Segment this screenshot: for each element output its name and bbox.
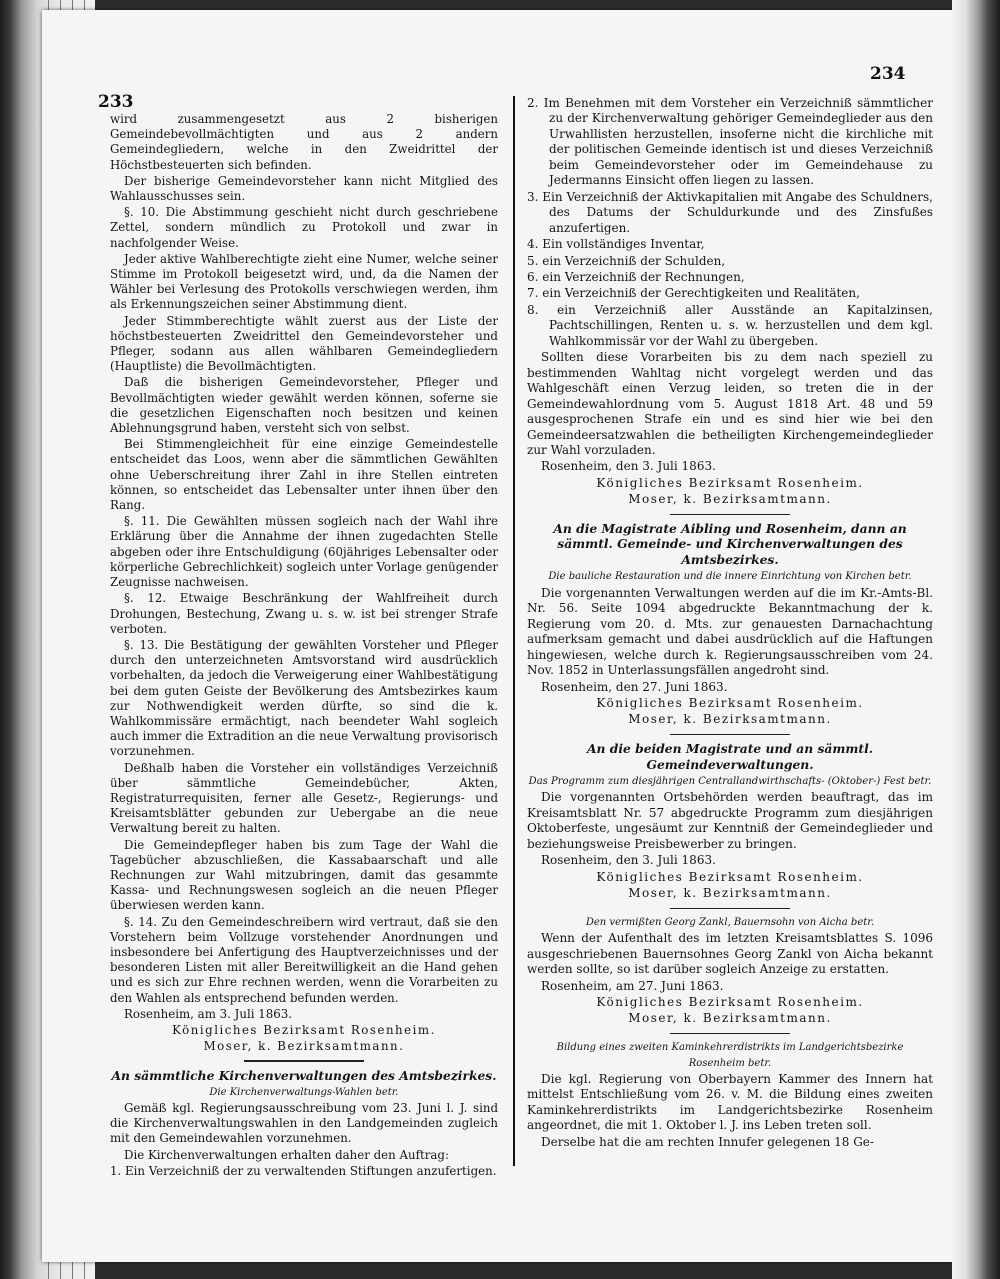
paragraph: wird zusammengesetzt aus 2 bisherigen Gemeindebevollmächtigten und aus 2 andern Gemeindegliedern, welche in den Zweidrittel der Höchstbesteuerten sich befinden. — [110, 112, 498, 172]
list-item: 5. ein Verzeichniß der Schulden, — [527, 253, 726, 268]
section-heading: An die beiden Magistrate und an sämmtl. Gemeindeverwaltungen. — [586, 741, 874, 772]
page-number-left: 233 — [98, 92, 134, 112]
signature-line: Moser, k. Bezirksamtmann. — [628, 492, 832, 507]
section-subject: Das Programm zum diesjährigen Centrallandwirthschafts- (Oktober-) Fest betr. — [528, 775, 932, 787]
left-column — [110, 112, 498, 1180]
list-item: 3. Ein Verzeichniß der Aktivkapitalien mit Angabe des Schuldners, des Datums der Schuldurkunde und des Zinsfußes anzufertigen. — [527, 189, 933, 235]
signature-line: Königliches Bezirksamt Rosenheim. — [172, 1022, 436, 1037]
paragraph: Wenn der Aufenthalt des im letzten Kreisamtsblattes S. 1096 ausgeschriebenen Bauernsohnes Georg Zankl von Aicha bekannt werden sollte, so ist darüber sogleich Anzeige zu erstatten. — [527, 931, 933, 977]
paragraph: Bei Stimmengleichheit für eine einzige Gemeindestelle entscheidet das Loos, wenn aber die sämmtlichen Gewählten ohne Ueberschreitung ihrer Zahl in ihre Stellen eintreten können, so entscheidet das Lebensalter unter ihnen über den Rang. — [110, 437, 498, 513]
signature-line: Königliches Bezirksamt Rosenheim. — [596, 995, 864, 1010]
section-subject: Den vermißten Georg Zankl, Bauernsohn von Aicha betr. — [585, 916, 875, 928]
list-item: 4. Ein vollständiges Inventar, — [527, 237, 705, 252]
paragraph: Der bisherige Gemeindevorsteher kann nicht Mitglied des Wahlausschusses sein. — [110, 173, 498, 204]
paragraph: Daß die bisherigen Gemeindevorsteher, Pfleger und Bevollmächtigten wieder gewählt werden können, soferne sie die gesetzlichen Eigenschaften noch besitzen und keinen Ablehnungsgrund haben, versteht sich von selbst. — [110, 375, 498, 436]
paragraph: Rosenheim, am 3. Juli 1863. — [124, 1006, 293, 1021]
section-subject: Bildung eines zweiten Kaminkehrerdistrikts im Landgerichtsbezirke Rosenheim betr. — [556, 1042, 904, 1069]
paragraph: Die vorgenannten Ortsbehörden werden beauftragt, das im Kreisamtsblatt Nr. 57 abgedruckte Programm zum diesjährigen Oktoberfeste, ungesäumt zur Kenntniß der Gemeindeglieder und beziehungsweise Preisbewerber zu bringen. — [527, 790, 933, 851]
section-subject: Die Kirchenverwaltungs-Wahlen betr. — [209, 1086, 399, 1098]
paragraph: §. 10. Die Abstimmung geschieht nicht durch geschriebene Zettel, sondern mündlich zu Protokoll und zwar in nachfolgender Weise. — [110, 205, 498, 250]
paragraph: §. 11. Die Gewählten müssen sogleich nach der Wahl ihre Erklärung über die Annahme der ihnen zugedachten Stelle abgeben oder ihre Entschuldigung (60jähriges Lebensalter oder körperliche Gebrechlichkeit) sogleich unter Vorlage genügender Zeugnisse nachweisen. — [110, 514, 498, 590]
paragraph: Jeder Stimmberechtigte wählt zuerst aus der Liste der höchstbesteuerten Zweidrittel den Gemeindevorsteher und Pfleger, sodann aus allen wählbaren Gemeindegliedern (Hauptliste) die Bevollmächtigten. — [110, 313, 498, 374]
section-subject: Die bauliche Restauration und die innere Einrichtung von Kirchen betr. — [548, 571, 912, 583]
signature-line: Königliches Bezirksamt Rosenheim. — [596, 695, 864, 710]
signature-line: Königliches Bezirksamt Rosenheim. — [596, 869, 864, 884]
paragraph: Sollten diese Vorarbeiten bis zu dem nach speziell zu bestimmenden Wahltag nicht vorgelegt werden und das Wahlgeschäft einen Verzug leiden, so treten die in der Gemeindewahlordnung vom 5. August 1818 Art. 48 und 59 ausgesprochenen Strafe ein und es sind hier wie bei den Gemeindeersatzwahlen die betheiligten Kirchengemeindeglieder zur Wahl vorzuladen. — [527, 350, 933, 457]
paragraph: Die Gemeindepfleger haben bis zum Tage der Wahl die Tagebücher abzuschließen, die Kassabaarschaft und alle Rechnungen zur Wahl mitzubringen, damit das gesammte Kassa- und Rechnungswesen sogleich an die neuen Pfleger überwiesen werden kann. — [110, 837, 498, 913]
signature-line: Moser, k. Bezirksamtmann. — [628, 1011, 832, 1026]
section-divider-rule — [670, 734, 790, 735]
paragraph: Jeder aktive Wahlberechtigte zieht eine Numer, welche seiner Stimme im Protokoll beigesetzt wird, und, da die Namen der Wähler bei Verlesung des Protokolls verschwiegen werden, ihm als Erkennungszeichen seiner Abstimmung dient. — [110, 251, 498, 312]
paragraph: Derselbe hat die am rechten Innufer gelegenen 18 Ge- — [541, 1134, 874, 1149]
signature-line: Moser, k. Bezirksamtmann. — [628, 712, 832, 727]
section-heading: An sämmtliche Kirchenverwaltungen des Amtsbezirkes. — [111, 1067, 497, 1083]
right-page-edge — [952, 0, 1000, 1279]
list-item: 6. ein Verzeichniß der Rechnungen, — [527, 269, 745, 284]
section-divider-rule — [670, 514, 790, 515]
paragraph: Rosenheim, den 3. Juli 1863. — [541, 853, 716, 868]
paragraph: §. 14. Zu den Gemeindeschreibern wird vertraut, daß sie den Vorstehern beim Vollzuge vorstehender Anordnungen und insbesondere bei Anfertigung des Hauptverzeichnisses und der besonderen Listen mit aller Bereitwilligkeit an die Hand gehen und es sich zur Ehre rechnen werden, wenn die Vorarbeiten zu den Wahlen als entsprechend befunden werden. — [110, 914, 498, 1005]
signature-line: Moser, k. Bezirksamtmann. — [628, 886, 832, 901]
paragraph: Rosenheim, den 3. Juli 1863. — [541, 459, 716, 474]
section-heading: An die Magistrate Aibling und Rosenheim, dann an sämmtl. Gemeinde- und Kirchenverwaltungen des Amtsbezirkes. — [553, 520, 907, 567]
column-divider — [513, 96, 515, 1166]
section-divider-rule — [670, 908, 790, 909]
paragraph: §. 12. Etwaige Beschränkung der Wahlfreiheit durch Drohungen, Bestechung, Zwang u. s. w. ist bei strenger Strafe verboten. — [110, 591, 498, 636]
paragraph: Die vorgenannten Verwaltungen werden auf die im Kr.-Amts-Bl. Nr. 56. Seite 1094 abgedruckte Bekanntmachung der k. Regierung vom 20. d. Mts. zur genauesten Darnachachtung aufmerksam gemacht und dabei ausdrücklich auf die Haftungen hingewiesen, welche durch k. Regierungsausschreiben vom 24. Nov. 1852 in Unterlassungsfällen angedroht sind. — [527, 585, 933, 678]
list-item: 2. Im Benehmen mit dem Vorsteher ein Verzeichniß sämmtlicher zu der Kirchenverwaltung gehöriger Gemeindeglieder aus den Urwahllisten herzustellen, insoferne nicht die kirchliche mit der politischen Gemeinde identisch ist und dieses Verzeichniß beim Gemeindevorsteher oder im Gemeindehause zu Jedermanns Einsicht offen liegen zu lassen. — [527, 96, 933, 188]
paragraph: §. 13. Die Bestätigung der gewählten Vorsteher und Pfleger durch den unterzeichneten Amtsvorstand wird ausdrücklich vorbehalten, da jedoch die Verweigerung einer Wahlbestätigung bei dem guten Geiste der Bevölkerung des Amtsbezirkes kaum zur Nothwendigkeit werden dürfte, so sind die k. Wahlkommissäre ermächtigt, nach beendeter Wahl sogleich auch immer die Extradition an die neue Verwaltung provisorisch vorzunehmen. — [110, 637, 498, 759]
paragraph: Gemäß kgl. Regierungsausschreibung vom 23. Juni l. J. sind die Kirchenverwaltungswahlen in den Landgemeinden zugleich mit den Gemeindewahlen vorzunehmen. — [110, 1100, 498, 1146]
signature-line: Moser, k. Bezirksamtmann. — [203, 1039, 405, 1054]
list-item: 7. ein Verzeichniß der Gerechtigkeiten und Realitäten, — [527, 286, 860, 301]
signature-line: Königliches Bezirksamt Rosenheim. — [596, 475, 864, 490]
page-number-right: 234 — [870, 64, 906, 84]
section-divider-rule — [670, 1033, 790, 1034]
paragraph: Rosenheim, den 27. Juni 1863. — [541, 679, 728, 694]
list-item: 1. Ein Verzeichniß der zu verwaltenden Stiftungen anzufertigen. — [110, 1163, 497, 1178]
right-column — [527, 96, 933, 1151]
section-divider-rule — [244, 1060, 364, 1061]
paragraph: Deßhalb haben die Vorsteher ein vollständiges Verzeichniß über sämmtliche Gemeindebücher, Akten, Registraturrequisiten, ferner alle Gesetz-, Regierungs- und Kreisamtsblätter gebunden zur Uebergabe an die neue Verwaltung bereit zu halten. — [110, 760, 498, 836]
paragraph: Die kgl. Regierung von Oberbayern Kammer des Innern hat mittelst Entschließung vom 26. v. M. die Bildung eines zweiten Kaminkehrerdistrikts im Landgerichtsbezirke Rosenheim angeordnet, die mit 1. Oktober l. J. ins Leben treten soll. — [527, 1072, 933, 1133]
paragraph: Rosenheim, am 27. Juni 1863. — [541, 978, 724, 993]
list-item: 8. ein Verzeichniß aller Ausstände an Kapitalzinsen, Pachtschillingen, Renten u. s. w. herzustellen und dem kgl. Wahlkommissär vor der Wahl zu übergeben. — [527, 302, 933, 348]
paragraph: Die Kirchenverwaltungen erhalten daher den Auftrag: — [124, 1147, 449, 1162]
